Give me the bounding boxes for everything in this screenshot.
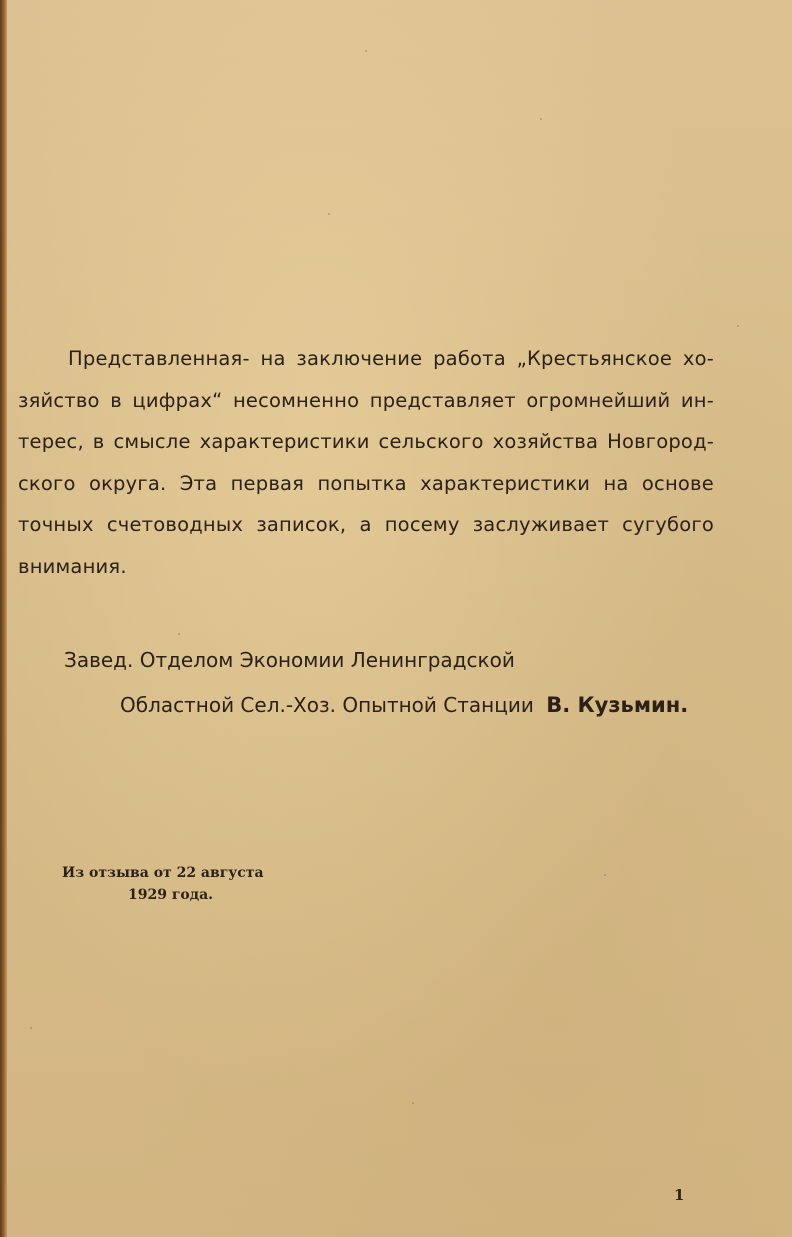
paper-speck <box>737 325 739 327</box>
paper-speck <box>328 213 330 215</box>
paper-speck <box>412 1102 414 1104</box>
word: посему <box>384 513 460 536</box>
source-note-line-2: 1929 года. <box>128 887 214 903</box>
word: огромнейший <box>526 388 671 412</box>
word: внимания. <box>18 554 127 578</box>
review-paragraph <box>18 338 714 587</box>
word: округа. <box>88 471 167 495</box>
word: терес, <box>18 430 84 453</box>
paper-speck <box>365 50 367 52</box>
source-note <box>62 862 264 906</box>
paragraph-line <box>18 546 714 588</box>
word: характеристики <box>420 471 591 495</box>
word: в <box>110 388 122 412</box>
word: хо- <box>682 347 714 370</box>
signature-station-line <box>120 693 688 717</box>
signature-station: Областной Сел.-Хоз. Опытной Станции <box>120 693 534 717</box>
word: „Крестьянское <box>516 347 673 370</box>
book-spine-edge <box>0 0 7 1237</box>
paper-speck <box>178 633 180 635</box>
word: основе <box>641 471 714 495</box>
word: заслуживает <box>472 513 610 536</box>
word: Представленная- <box>68 347 250 370</box>
paper-speck <box>540 118 542 120</box>
word: Новгород- <box>607 430 714 453</box>
paragraph-line <box>18 504 714 546</box>
word: в <box>92 430 105 453</box>
paragraph-line <box>18 463 714 505</box>
word: хозяйства <box>492 430 599 453</box>
word: ин- <box>680 388 714 412</box>
paragraph-line <box>18 380 714 422</box>
word: попытка <box>317 471 407 495</box>
word: сугубого <box>622 513 714 536</box>
word: записок, <box>256 513 347 536</box>
word: несомненно <box>232 388 360 412</box>
word: первая <box>230 471 305 495</box>
word: Эта <box>179 471 218 495</box>
signature-title-line: Завед. Отделом Экономии Ленинградской <box>64 648 515 672</box>
word: заключение <box>296 347 423 370</box>
word: ского <box>18 471 76 495</box>
page-number: 1 <box>674 1186 685 1204</box>
word: представляет <box>369 388 516 412</box>
word: смысле <box>113 430 191 453</box>
source-note-line-1: Из отзыва от 22 августа <box>62 865 264 881</box>
word: сельского <box>378 430 484 453</box>
word: а <box>359 513 372 536</box>
word: цифрах“ <box>132 388 223 412</box>
paper-speck <box>604 874 606 876</box>
paper-speck <box>30 1027 32 1029</box>
word: на <box>260 347 286 370</box>
signature-name: В. Кузьмин. <box>546 693 689 717</box>
word: зяйство <box>18 388 100 412</box>
word: точных <box>18 513 94 536</box>
word: характеристики <box>199 430 370 453</box>
word: счетоводных <box>106 513 244 536</box>
paragraph-line <box>18 421 714 463</box>
word: работа <box>433 347 506 370</box>
word: на <box>603 471 629 495</box>
paragraph-line <box>18 338 714 380</box>
